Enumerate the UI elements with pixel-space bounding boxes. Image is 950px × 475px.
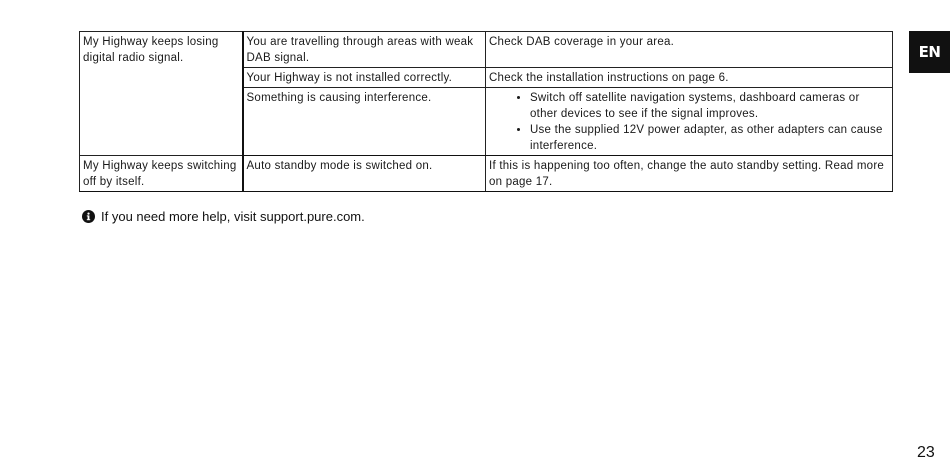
cause-cell: Your Highway is not installed correctly. [243,68,486,88]
table-row [80,32,893,68]
troubleshooting-table [79,31,893,192]
solution-bullet: • Use the supplied 12V power adapter, as other adapters can cause interference. [530,122,889,154]
language-label: EN [918,43,941,61]
problem-cell: My Highway keeps losing digital radio signal. [80,32,243,156]
solution-cell: Check DAB coverage in your area. [486,32,893,68]
solution-cell [486,88,893,156]
problem-cell: My Highway keeps switching off by itself. [80,156,243,192]
solution-bullet-list [489,90,889,154]
solution-bullet: • Switch off satellite navigation systems, dashboard cameras or other devices to see if the signal improves. [530,90,889,122]
cause-cell: Auto standby mode is switched on. [243,156,486,192]
solution-cell: Check the installation instructions on page 6. [486,68,893,88]
help-note [82,209,365,224]
table-row [80,156,893,192]
info-icon [82,210,95,223]
help-note-text: If you need more help, visit support.pure.com. [101,209,365,224]
language-tab-en [909,31,950,73]
cause-cell: You are travelling through areas with weak DAB signal. [243,32,486,68]
page-number: 23 [917,444,935,461]
solution-cell: If this is happening too often, change the auto standby setting. Read more on page 17. [486,156,893,192]
cause-cell: Something is causing interference. [243,88,486,156]
